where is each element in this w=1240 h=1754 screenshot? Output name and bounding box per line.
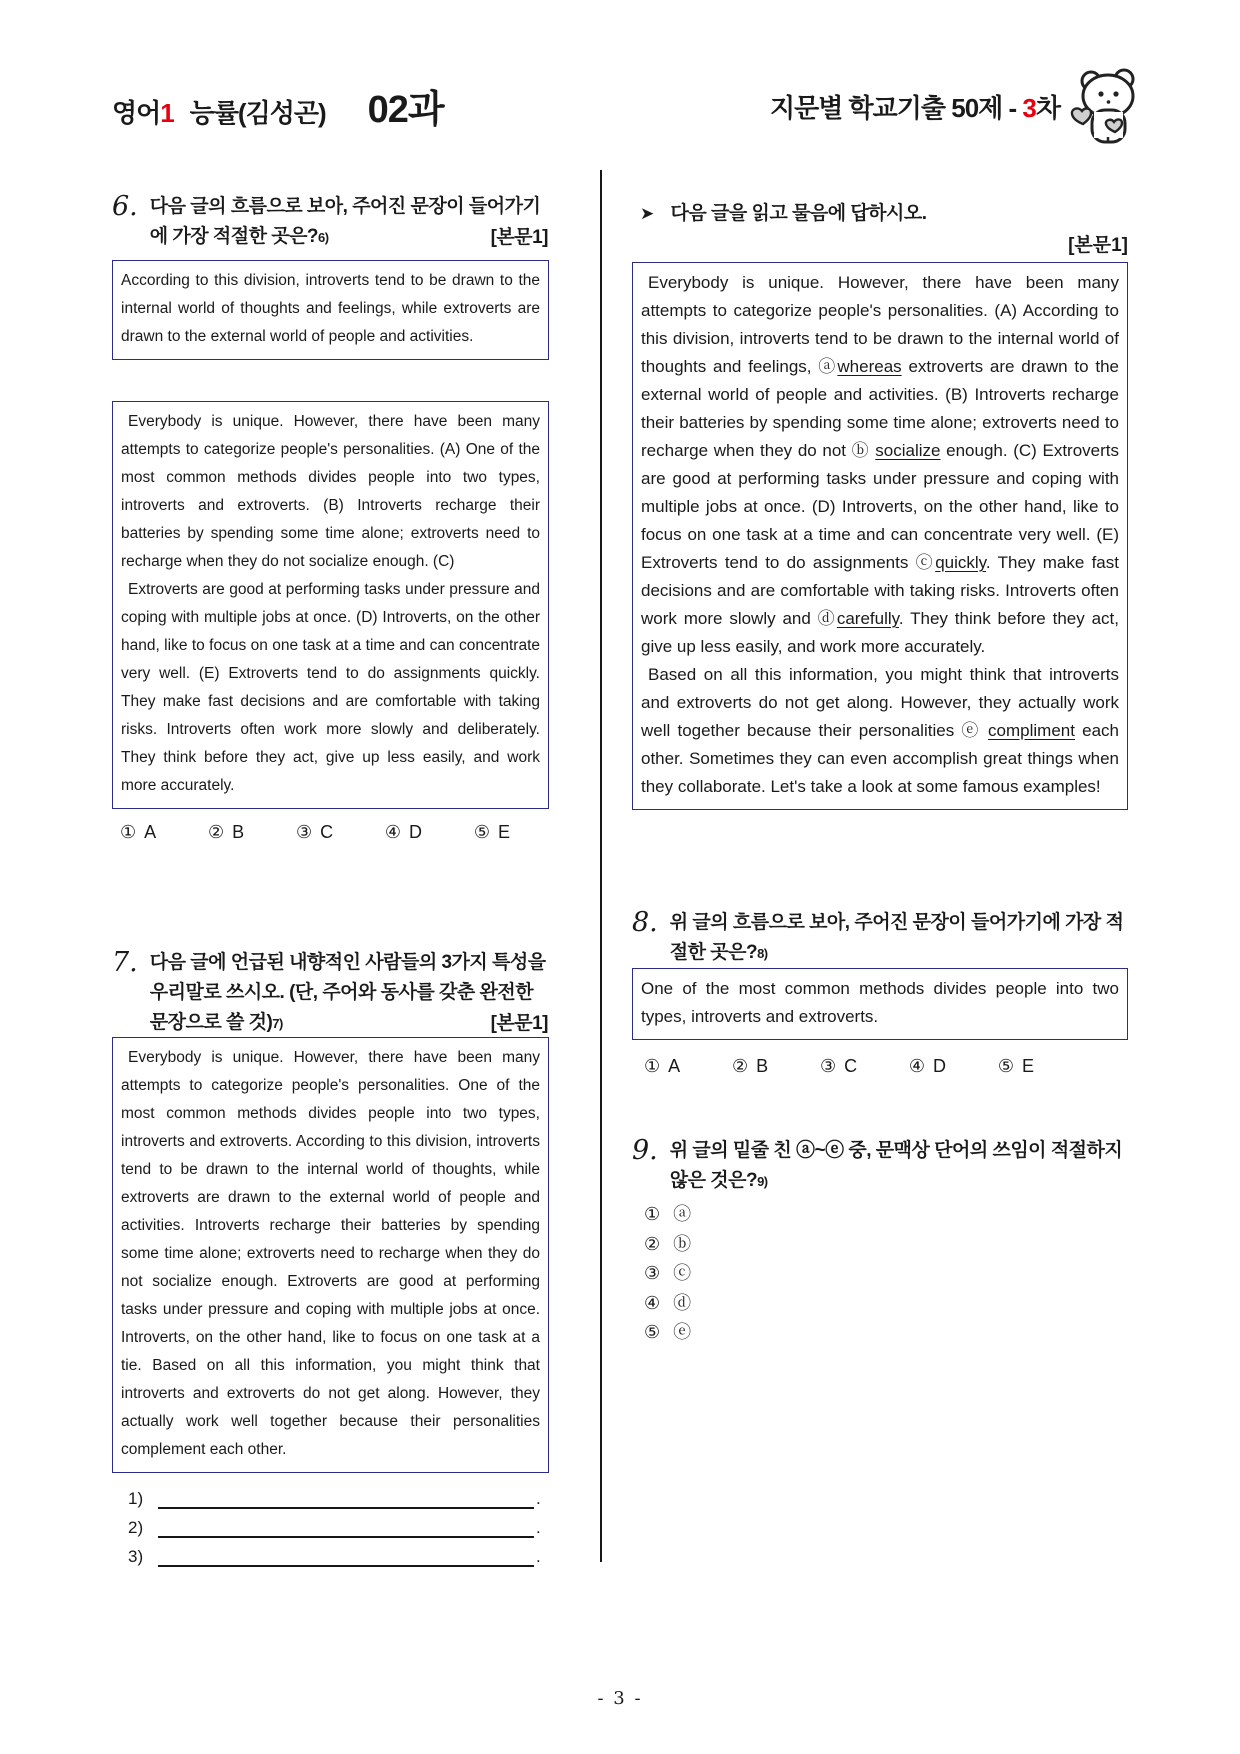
answer-row-3 [128, 1547, 548, 1567]
answer-label: 2) [128, 1518, 144, 1537]
option-3[interactable]: ③ C [295, 822, 334, 843]
question-8-number: 8. [632, 907, 658, 938]
book-title: 능률(김성곤) [189, 98, 326, 128]
option-5[interactable]: ⑤ ⓔ [644, 1322, 692, 1343]
passage-paragraph: Based on all this information, you might think that introverts and extroverts do not get along. However, they actually work well together because their personalities ⓔ compliment each other. Sometimes they can even accomplish great things when they collaborate. Let's take a look at some famous examples! [641, 665, 1120, 796]
source-tag: [본문1] [490, 227, 548, 248]
option-3[interactable]: ③ ⓒ [644, 1263, 692, 1284]
option-4[interactable]: ④ ⓓ [644, 1292, 692, 1314]
column-divider [600, 170, 602, 1562]
reading-prompt-text: 다음 글을 읽고 물음에 답하시오. [670, 203, 927, 224]
question-6-footnote: 6) [318, 230, 329, 245]
page-number: - 3 - [597, 1688, 643, 1709]
question-9-footnote: 9) [757, 1174, 768, 1189]
answer-label: 3) [128, 1547, 144, 1566]
question-9-options [644, 1200, 699, 1348]
bear-mascot-icon [1068, 64, 1146, 151]
header-right [620, 88, 1060, 125]
question-6-passage-box [112, 401, 549, 809]
answer-row-1 [128, 1489, 548, 1509]
option-4[interactable]: ④ D [908, 1056, 947, 1077]
answer-blank-line[interactable] [158, 1520, 534, 1538]
answer-blank-line[interactable] [158, 1491, 534, 1509]
question-6-number: 6. [112, 191, 138, 222]
answer-row-2 [128, 1518, 548, 1538]
arrow-icon: ➤ [640, 204, 654, 224]
given-sentence: One of the most common methods divides people into two types, introverts and extroverts. [641, 979, 1119, 1026]
answer-suffix: . [536, 1489, 541, 1508]
passage-paragraph: Everybody is unique. However, there have been many attempts to categorize people's personalities. (A) One of the most common methods divides people into two types, introverts and extroverts. (B) Introverts recharge their batteries by spending some time alone; extroverts need to recharge when they do not socialize enough. (C) [121, 413, 540, 570]
question-7-answer-blanks [128, 1489, 548, 1576]
given-sentence: According to this division, introverts tend to be drawn to the internal world of thoughts and feelings, while extroverts are drawn to the external world of people and activities. [121, 272, 540, 345]
question-8-footnote: 8) [757, 946, 768, 961]
answer-label: 1) [128, 1489, 144, 1508]
reading-prompt [640, 198, 1128, 225]
question-8-given-sentence-box [632, 968, 1128, 1040]
question-6-given-sentence-box [112, 260, 549, 360]
option-1[interactable]: ① A [120, 822, 157, 843]
question-7-footnote: 7) [272, 1016, 283, 1031]
answer-suffix: . [536, 1518, 541, 1537]
option-2[interactable]: ② ⓑ [644, 1233, 692, 1255]
option-4[interactable]: ④ D [384, 822, 423, 843]
lesson-number: 02과 [367, 89, 444, 131]
round-unit: 차 [1035, 93, 1060, 123]
option-1[interactable]: ① ⓐ [644, 1204, 692, 1225]
main-passage-box [632, 262, 1128, 810]
passage-paragraph: Everybody is unique. However, there have been many attempts to categorize people's personalities. (A) According to this division, introverts tend to be drawn to the internal world of thoughts and feelings, ⓐwhereas extroverts are drawn to the external world of people and activities. (B) Introverts recharge their batteries by spending some time alone; extroverts need to recharge when they do not ⓑ socialize enough. (C) Extroverts are good at performing tasks under pressure and coping with multiple jobs at once. (D) Introverts, on the other hand, like to focus on one task at a time and can concentrate very well. (E) Extroverts tend to do assignments ⓒquickly. They make fast decisions and are comfortable with taking risks. Introverts often work more slowly and ⓓcarefully. They think before they act, give up less easily, and work more accurately. [641, 273, 1119, 656]
question-7-number: 7. [112, 947, 138, 978]
question-9-heading [632, 1136, 1128, 1197]
question-9-number: 9. [632, 1135, 658, 1166]
question-6-text: 다음 글의 흐름으로 보아, 주어진 문장이 들어가기에 가장 적절한 곳은?6) [본문1] [150, 192, 548, 253]
question-7-text: 다음 글에 언급된 내향적인 사람들의 3가지 특성을 우리말로 쓰시오. (단, 주어와 동사를 갖춘 완전한 문장으로 쓸 것)7) [본문1] [150, 948, 548, 1039]
option-1[interactable]: ① A [644, 1056, 681, 1077]
answer-blank-line[interactable] [158, 1549, 534, 1567]
question-8-options [644, 1056, 1034, 1077]
separator: - [1008, 93, 1017, 123]
option-5[interactable]: ⑤ E [473, 822, 510, 843]
question-6-heading [112, 192, 548, 253]
question-7-heading [112, 948, 548, 1039]
source-tag: [본문1] [490, 1013, 548, 1034]
question-6-options [120, 822, 510, 843]
course-number: 1 [160, 98, 174, 128]
question-7-passage-box [112, 1037, 549, 1473]
question-8-text: 위 글의 흐름으로 보아, 주어진 문장이 들어가기에 가장 적절한 곳은?8) [669, 912, 1124, 963]
course-title: 영어1 [112, 98, 174, 128]
question-8-heading [632, 908, 1128, 969]
exam-title: 지문별 학교기출 50제 [769, 93, 1003, 123]
option-2[interactable]: ② B [731, 1056, 769, 1077]
option-3[interactable]: ③ C [819, 1056, 858, 1077]
answer-suffix: . [536, 1547, 541, 1566]
round-number: 3 [1022, 93, 1036, 123]
passage-paragraph: Extroverts are good at performing tasks under pressure and coping with multiple jobs at once. (D) Introverts, on the other hand, like to focus on one task at a time and can concentrate very well. (E) Extroverts tend to do assignments quickly. They make fast decisions and are comfortable with taking risks. Introverts often work more slowly and deliberately. They think before they act, give up less easily, and work more accurately. [121, 581, 540, 794]
header-left [112, 78, 444, 133]
option-2[interactable]: ② B [207, 822, 245, 843]
source-tag: [본문1] [1068, 235, 1128, 256]
passage-paragraph: Everybody is unique. However, there have been many attempts to categorize people's personalities. One of the most common methods divides people into two types, introverts and extroverts. According to this division, introverts tend to be drawn to the internal world of thoughts, while extroverts are drawn to the external world of people and activities. Introverts recharge their batteries by spending some time alone; extroverts need to recharge when they do not socialize enough. Extroverts are good at performing tasks under pressure and coping with multiple jobs at once. Introverts, on the other hand, like to focus on one task at a tie. Based on all this information, you might think that introverts and extroverts do not get along. However, they actually work well together because their personalities complement each other. [121, 1049, 540, 1458]
option-5[interactable]: ⑤ E [997, 1056, 1034, 1077]
question-9-text: 위 글의 밑줄 친 ⓐ~ⓔ 중, 문맥상 단어의 쓰임이 적절하지 않은 것은?9) [669, 1140, 1123, 1191]
